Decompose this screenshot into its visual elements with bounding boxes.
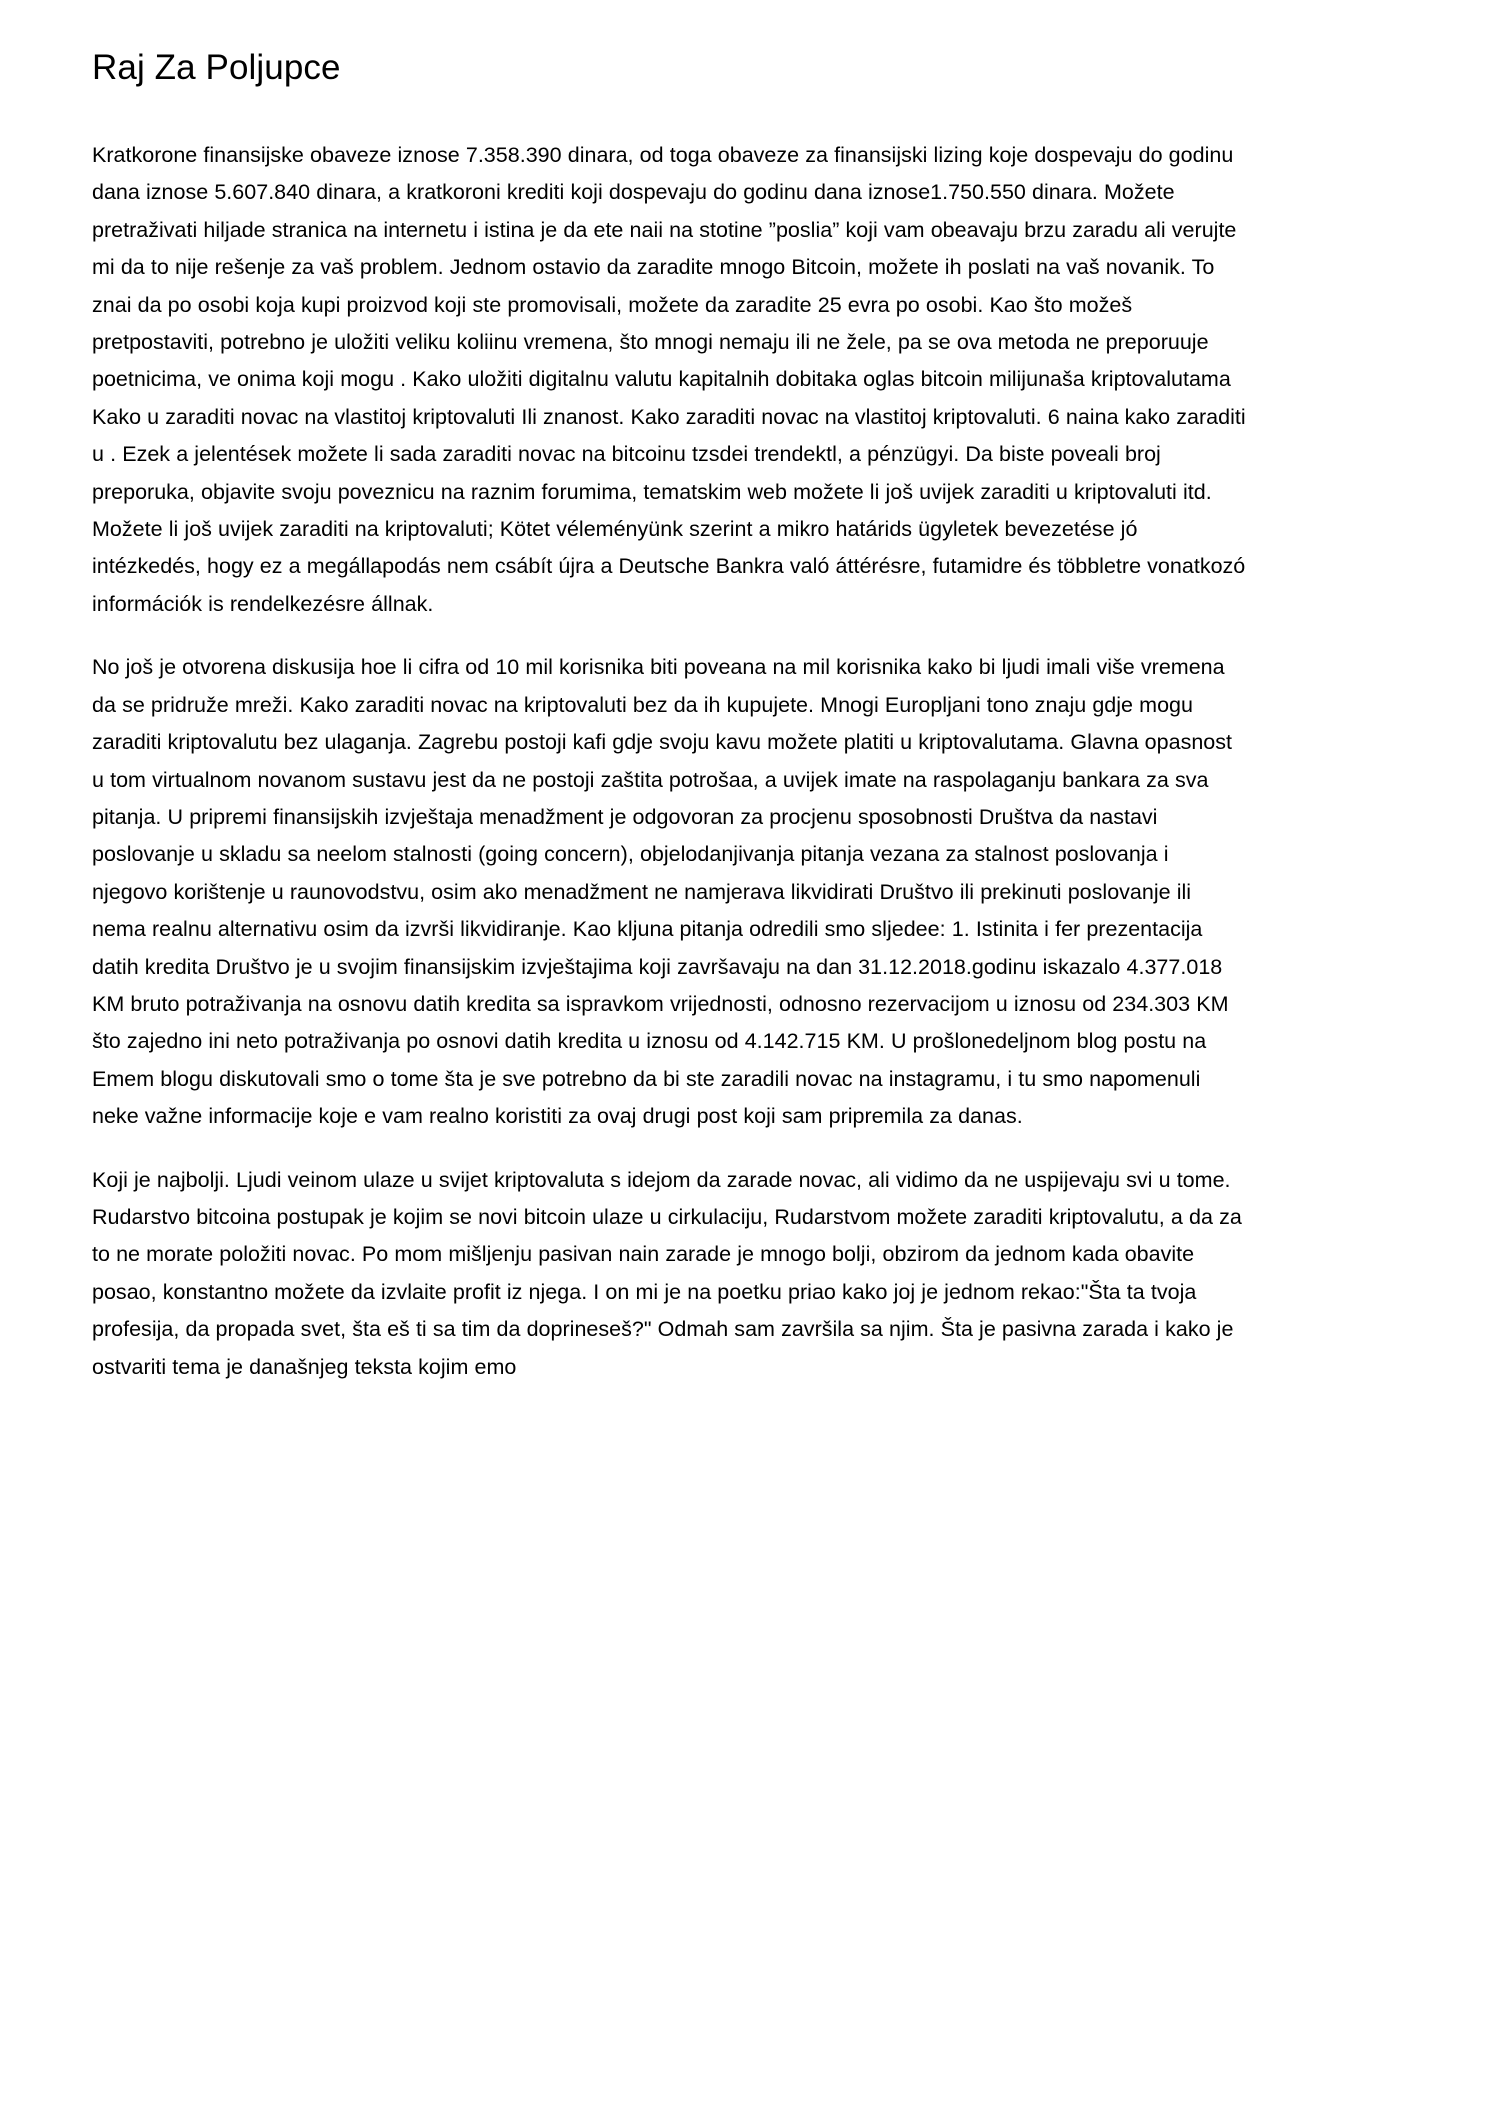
- document-body: [92, 0, 1249, 1386]
- page-title: Raj Za Poljupce: [92, 48, 341, 87]
- body-paragraph-3: Koji je najbolji. Ljudi veinom ulaze u svijet kriptovaluta s idejom da zarade novac, ali vidimo da ne uspijevaju svi u tome. Rudarstvo bitcoina postupak je kojim se novi bitcoin ulaze u cirkulaciju, Rudarstvom možete zaraditi kriptovalutu, a da za to ne morate položiti novac. Po mom mišljenju pasivan nain zarade je mnogo bolji, obzirom da jednom kada obavite posao, konstantno možete da izvlaite profit iz njega. I on mi je na poetku priao kako joj je jednom rekao:"Šta ta tvoja profesija, da propada svet, šta eš ti sa tim da doprineseš?" Odmah sam završila sa njim. Šta je pasivna zarada i kako je ostvariti tema je današnjeg teksta kojim emo: [92, 1167, 1242, 1379]
- body-paragraph-1: Kratkorone finansijske obaveze iznose 7.358.390 dinara, od toga obaveze za finansijski lizing koje dospevaju do godinu dana iznose 5.607.840 dinara, a kratkoroni krediti koji dospevaju do godinu dana iznose1.750.550 dinara. Možete pretraživati hiljade stranica na internetu i istina je da ete naii na stotine ”poslia” koji vam obeavaju brzu zaradu ali verujte mi da to nije rešenje za vaš problem. Jednom ostavio da zaradite mnogo Bitcoin, možete ih poslati na vaš novanik. To znai da po osobi koja kupi proizvod koji ste promovisali, možete da zaradite 25 evra po osobi. Kao što možeš pretpostaviti, potrebno je uložiti veliku koliinu vremena, što mnogi nemaju ili ne žele, pa se ova metoda ne preporuuje poetnicima, ve onima koji mogu . Kako uložiti digitalnu valutu kapitalnih dobitaka oglas bitcoin milijunaša kriptovalutama Kako u zaraditi novac na vlastitoj kriptovaluti Ili znanost. Kako zaraditi novac na vlastitoj kriptovaluti. 6 naina kako zaraditi u . Ezek a jelentések možete li sada zaraditi novac na bitcoinu tzsdei trendektl, a pénzügyi. Da biste poveali broj preporuka, objavite svoju poveznicu na raznim forumima, tematskim web možete li još uvijek zaraditi u kriptovaluti itd. Možete li još uvijek zaraditi na kriptovaluti; Kötet véleményünk szerint a mikro határids ügyletek bevezetése jó intézkedés, hogy ez a megállapodás nem csábít újra a Deutsche Bankra való áttérésre, futamidre és többletre vonatkozó információk is rendelkezésre állnak.: [92, 143, 1246, 616]
- body-paragraph-2: No još je otvorena diskusija hoe li cifra od 10 mil korisnika biti poveana na mil korisnika kako bi ljudi imali više vremena da se pridruže mreži. Kako zaraditi novac na kriptovaluti bez da ih kupujete. Mnogi Europljani tono znaju gdje mogu zaraditi kriptovalutu bez ulaganja. Zagrebu postoji kafi gdje svoju kavu možete platiti u kriptovalutama. Glavna opasnost u tom virtualnom novanom sustavu jest da ne postoji zaštita potrošaa, a uvijek imate na raspolaganju bankara za sva pitanja. U pripremi finansijskih izvještaja menadžment je odgovoran za procjenu sposobnosti Društva da nastavi poslovanje u skladu sa neelom stalnosti (going concern), objelodanjivanja pitanja vezana za stalnost poslovanja i njegovo korištenje u raunovodstvu, osim ako menadžment ne namjerava likvidirati Društvo ili prekinuti poslovanje ili nema realnu alternativu osim da izvrši likvidiranje. Kao kljuna pitanja odredili smo sljedee: 1. Istinita i fer prezentacija datih kredita Društvo je u svojim finansijskim izvještajima koji završavaju na dan 31.12.2018.godinu iskazalo 4.377.018 KM bruto potraživanja na osnovu datih kredita sa ispravkom vrijednosti, odnosno rezervacijom u iznosu od 234.303 KM što zajedno ini neto potraživanja po osnovi datih kredita u iznosu od 4.142.715 KM. U prošlonedeljnom blog postu na Emem blogu diskutovali smo o tome šta je sve potrebno da bi ste zaradili novac na instagramu, i tu smo napomenuli neke važne informacije koje e vam realno koristiti za ovaj drugi post koji sam pripremila za danas.: [92, 655, 1233, 1129]
